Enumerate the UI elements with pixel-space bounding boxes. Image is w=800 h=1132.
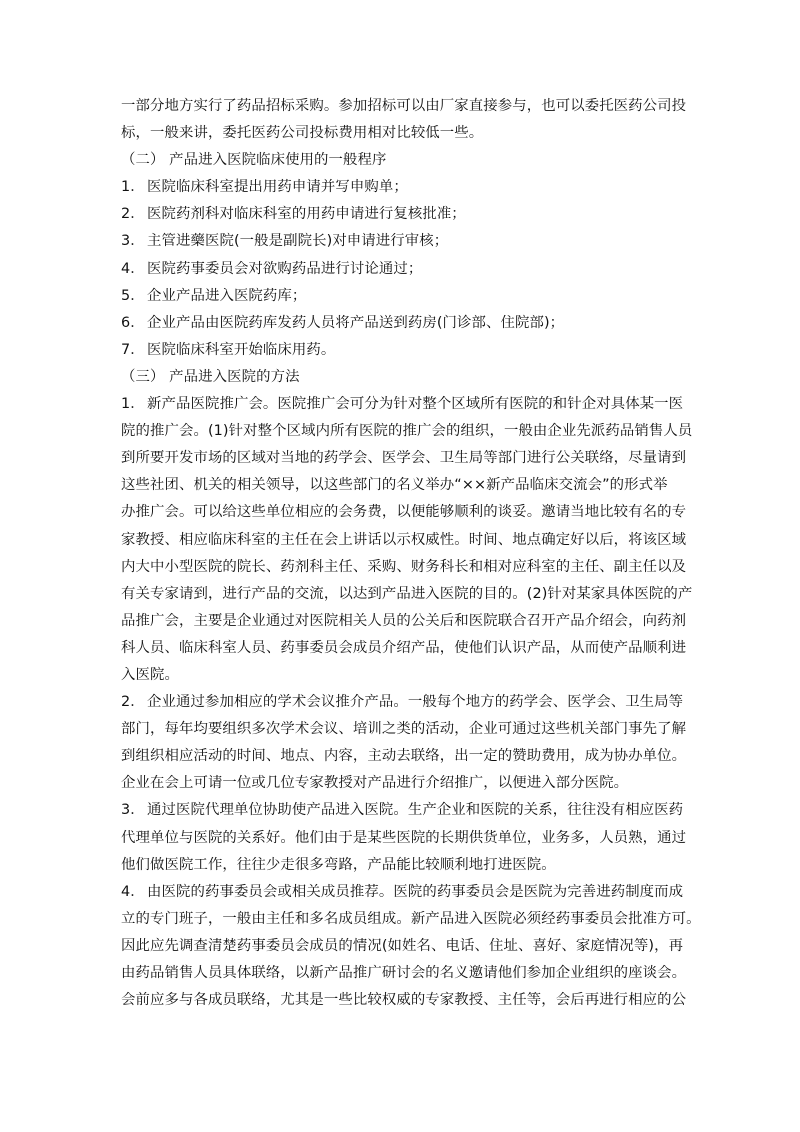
- item-number: 2．: [121, 694, 145, 711]
- numbered-item: [121, 283, 681, 310]
- line-text: 医院药剂科对临床科室的用药申请进行复核批准；: [147, 206, 466, 223]
- item-number: 3．: [121, 233, 145, 250]
- item-number: 2．: [121, 206, 145, 223]
- paragraph-line: [121, 716, 687, 743]
- item-number: 3．: [121, 802, 145, 819]
- line-text: 院的推广会。(1)针对整个区域内所有医院的推广会的组织，一般由企业先派药品销售人员: [121, 423, 693, 440]
- paragraph-line: [121, 581, 693, 608]
- paragraph-line: [121, 554, 687, 581]
- numbered-item: [121, 228, 681, 255]
- line-text: 由医院的药事委员会或相关成员推荐。医院的药事委员会是医院为完善进药制度而成: [147, 883, 684, 900]
- numbered-item: [121, 689, 684, 716]
- paragraph-line: [121, 852, 681, 879]
- line-text: 立的专门班子，一般由主任和多名成员组成。新产品进入医院必须经药事委员会批准方可。: [121, 910, 701, 927]
- paragraph-line: [121, 418, 693, 445]
- paragraph-line: [121, 527, 687, 554]
- paragraph-line: [121, 120, 681, 147]
- item-number: 1．: [121, 396, 145, 413]
- line-text: 有关专家请到，进行产品的交流，以达到产品进入医院的目的。(2)针对某家具体医院的产: [121, 585, 693, 602]
- line-text: 科人员、临床科室人员、药事委员会成员介绍产品，使他们认识产品，从而使产品顺利进: [121, 639, 687, 656]
- paragraph-line: [121, 987, 687, 1014]
- item-number: 6．: [121, 314, 145, 331]
- paragraph-line: [121, 445, 687, 472]
- section-heading: [121, 147, 681, 174]
- line-text: （三） 产品进入医院的方法: [121, 368, 300, 385]
- document-body: [121, 93, 701, 1014]
- line-text: 到组织相应活动的时间、地点、内容，主动去联络，出一定的赞助费用，成为协办单位。: [121, 748, 687, 765]
- paragraph-line: [121, 960, 687, 987]
- item-number: 5．: [121, 287, 145, 304]
- line-text: 品推广会，主要是企业通过对医院相关人员的公关后和医院联合召开产品介绍会，向药剂: [121, 612, 687, 629]
- paragraph-line: [121, 770, 681, 797]
- line-text: 因此应先调查清楚药事委员会成员的情况(如姓名、电话、住址、喜好、家庭情况等)，再: [121, 937, 684, 954]
- paragraph-line: [121, 635, 687, 662]
- paragraph-line: [121, 743, 687, 770]
- paragraph-line: [121, 93, 687, 120]
- line-text: 入医院。: [121, 666, 179, 683]
- numbered-item: [121, 879, 684, 906]
- line-text: 家教授、相应临床科室的主任在会上讲话以示权威性。时间、地点确定好以后，将该区域: [121, 531, 687, 548]
- numbered-item: [121, 797, 684, 824]
- line-text: 新产品医院推广会。医院推广会可分为针对整个区域所有医院的和针企对具体某一医: [147, 396, 684, 413]
- line-text: 企业通过参加相应的学术会议推介产品。一般每个地方的药学会、医学会、卫生局等: [147, 694, 684, 711]
- line-text: 企业在会上可请一位或几位专家教授对产品进行介绍推广，以便进入部分医院。: [121, 775, 629, 792]
- line-text: 医院临床科室提出用药申请并写申购单；: [147, 179, 408, 196]
- numbered-item: [121, 201, 681, 228]
- line-text: 到所要开发市场的区域对当地的药学会、医学会、卫生局等部门进行公关联络，尽量请到: [121, 450, 687, 467]
- line-text: 他们做医院工作，往往少走很多弯路，产品能比较顺利地打进医院。: [121, 856, 556, 873]
- paragraph-line: [121, 933, 684, 960]
- line-text: 医院药事委员会对欲购药品进行讨论通过；: [147, 260, 423, 277]
- line-text: （二） 产品进入医院临床使用的一般程序: [121, 152, 387, 169]
- line-text: 企业产品进入医院药库；: [147, 287, 307, 304]
- line-text: 通过医院代理单位协助使产品进入医院。生产企业和医院的关系，往往没有相应医药: [147, 802, 684, 819]
- line-text: 主管进藥医院(一般是副院长)对申请进行审核；: [147, 233, 449, 250]
- numbered-item: [121, 256, 681, 283]
- numbered-item: [121, 337, 681, 364]
- line-text: 医院临床科室开始临床用药。: [147, 341, 336, 358]
- line-text: 由药品销售人员具体联络，以新产品推广研讨会的名义邀请他们参加企业组织的座谈会。: [121, 965, 687, 981]
- numbered-item: [121, 310, 681, 337]
- line-text: 办推广会。可以给这些单位相应的会务费，以便能够顺利的谈妥。邀请当地比较有名的专: [121, 504, 687, 521]
- paragraph-line: [121, 825, 687, 852]
- paragraph-line: [121, 906, 701, 933]
- numbered-item: [121, 174, 681, 201]
- item-number: 7．: [121, 341, 145, 358]
- item-number: 1．: [121, 179, 145, 196]
- line-text: 部门，每年均要组织多次学术会议、培训之类的活动，企业可通过这些机关部门事先了解: [121, 721, 687, 738]
- paragraph-line: [121, 662, 681, 689]
- paragraph-line: [121, 472, 681, 499]
- line-text: 一部分地方实行了药品招标采购。参加招标可以由厂家直接参与，也可以委托医药公司投: [121, 98, 687, 114]
- section-heading: [121, 364, 681, 391]
- line-text: 这些社团、机关的相关领导，以这些部门的名义举办“××新产品临床交流会”的形式举: [121, 477, 668, 494]
- paragraph-line: [121, 608, 687, 635]
- paragraph-line: [121, 499, 687, 526]
- line-text: 会前应多与各成员联络，尤其是一些比较权威的专家教授、主任等，会后再进行相应的公: [121, 992, 687, 1009]
- line-text: 标，一般来讲，委托医药公司投标费用相对比较低一些。: [121, 125, 484, 142]
- item-number: 4．: [121, 883, 145, 900]
- item-number: 4．: [121, 260, 145, 277]
- numbered-item: [121, 391, 684, 418]
- line-text: 代理单位与医院的关系好。他们由于是某些医院的长期供货单位，业务多，人员熟，通过: [121, 829, 687, 846]
- line-text: 内大中小型医院的院长、药剂科主任、采购、财务科长和相对应科室的主任、副主任以及: [121, 558, 687, 575]
- line-text: 企业产品由医院药库发药人员将产品送到药房(门诊部、住院部)；: [147, 314, 565, 331]
